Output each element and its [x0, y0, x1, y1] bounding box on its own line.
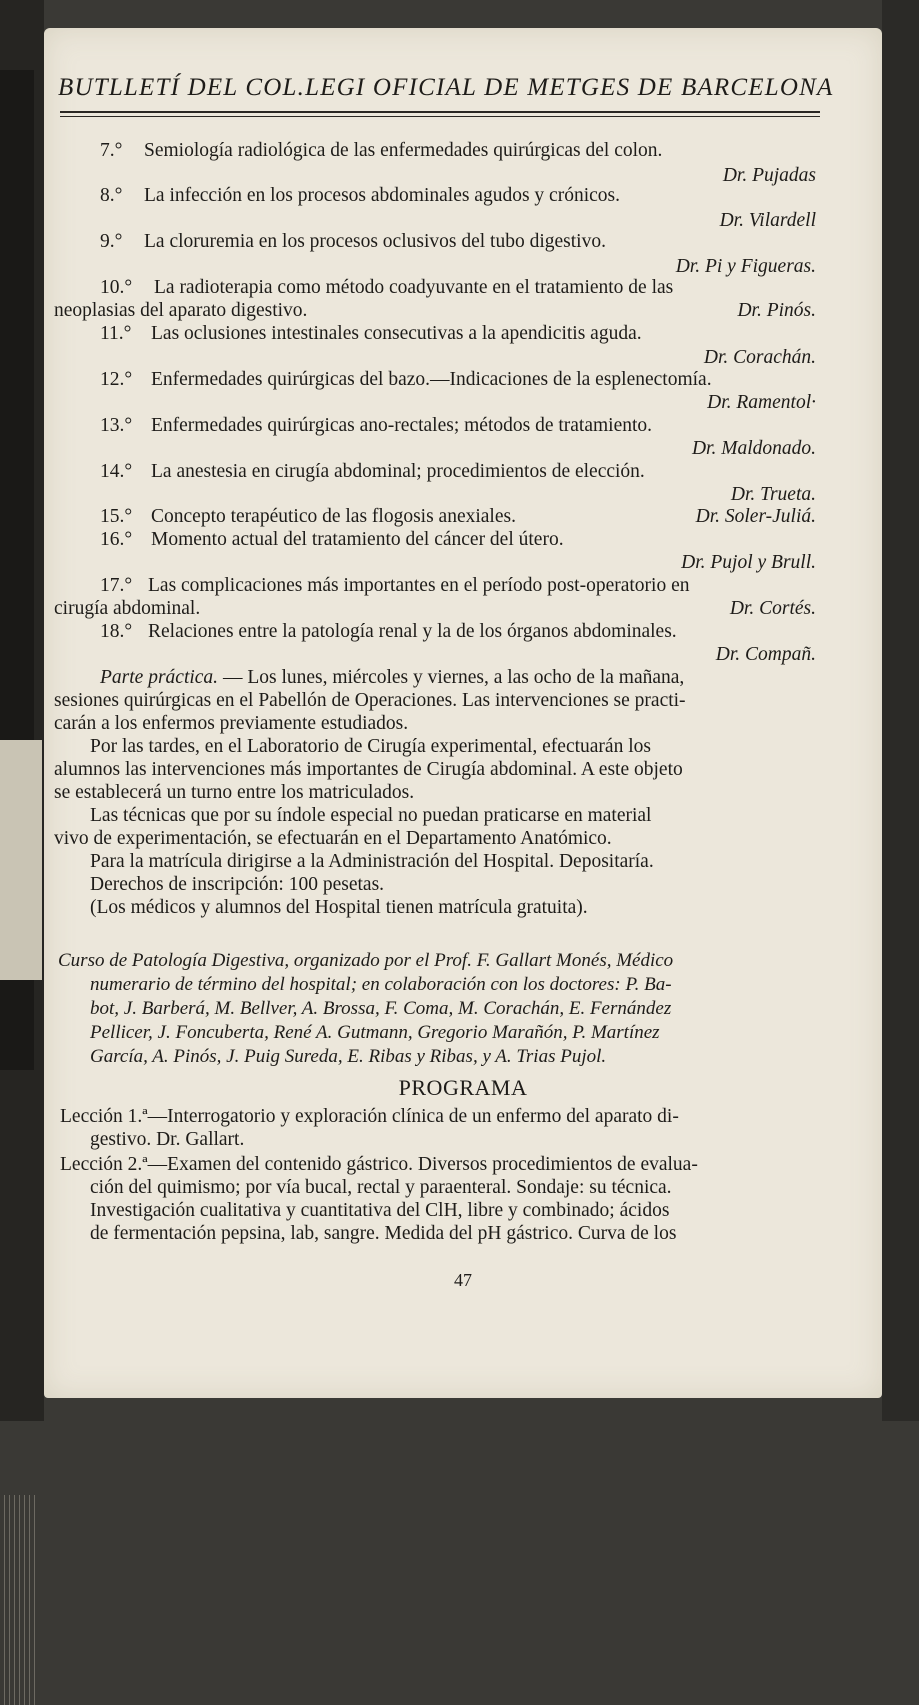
- curso-line: Pellicer, J. Foncuberta, René A. Gutmann, Gregorio Marañón, P. Martínez: [90, 1022, 660, 1043]
- topic-text: La radioterapia como método coadyuvante en el tratamiento de las: [154, 277, 674, 298]
- topic-text-continued: cirugía abdominal.: [54, 598, 201, 619]
- practica-line: alumnos las intervenciones más importantes de Cirugía abdominal. A este objeto: [54, 759, 683, 780]
- journal-header: BUTLLETÍ DEL COL.LEGI OFICIAL DE METGES DE BARCELONA: [58, 74, 834, 101]
- topic-number: 16.°: [100, 529, 133, 550]
- topic-author: Dr. Pujadas: [722, 165, 816, 186]
- topic-text: Concepto terapéutico de las flogosis anexiales.: [151, 506, 516, 527]
- leccion-line: Investigación cualitativa y cuantitativa del ClH, libre y combinado; ácidos: [90, 1200, 670, 1221]
- leccion-line: gestivo. Dr. Gallart.: [90, 1129, 245, 1150]
- topic-author: Dr. Soler-Juliá.: [695, 506, 816, 527]
- practica-label: Parte práctica.: [100, 667, 219, 688]
- document-page: [44, 28, 882, 1398]
- leccion-line: Lección 2.ª—Examen del contenido gástrico. Diversos procedimientos de evalua-: [60, 1154, 698, 1175]
- practica-line: (Los médicos y alumnos del Hospital tienen matrícula gratuita).: [90, 897, 588, 918]
- right-background: [882, 0, 919, 1421]
- practica-line: vivo de experimentación, se efectuarán en el Departamento Anatómico.: [54, 828, 612, 849]
- topic-number: 8.°: [100, 185, 123, 206]
- practica-paragraph-start: [100, 667, 684, 689]
- practica-line: Para la matrícula dirigirse a la Administración del Hospital. Depositaría.: [90, 851, 654, 872]
- topic-number: 10.°: [100, 277, 133, 298]
- topic-text: Las complicaciones más importantes en el período post-operatorio en: [148, 575, 690, 596]
- curso-line: Curso de Patología Digestiva, organizado por el Prof. F. Gallart Monés, Médico: [58, 950, 674, 971]
- topic-text: Semiología radiológica de las enfermedades quirúrgicas del colon.: [144, 140, 663, 161]
- topic-author: Dr. Trueta.: [730, 484, 816, 505]
- practica-line: carán a los enfermos previamente estudiados.: [54, 713, 409, 734]
- curso-line: García, A. Pinós, J. Puig Sureda, E. Ribas y Ribas, y A. Trias Pujol.: [90, 1046, 607, 1067]
- topic-text-continued: neoplasias del aparato digestivo.: [54, 300, 308, 321]
- topic-text: La anestesia en cirugía abdominal; procedimientos de elección.: [151, 461, 645, 482]
- topic-text: Enfermedades quirúrgicas ano-rectales; métodos de tratamiento.: [151, 415, 653, 436]
- topic-text: Momento actual del tratamiento del cáncer del útero.: [151, 529, 564, 550]
- topic-author: Dr. Compañ.: [715, 644, 816, 665]
- topic-number: 7.°: [100, 140, 123, 161]
- topic-author: Dr. Maldonado.: [691, 438, 816, 459]
- topic-text: Relaciones entre la patología renal y la de los órganos abdominales.: [148, 621, 677, 642]
- adjacent-page-edge: [0, 740, 42, 980]
- practica-line: sesiones quirúrgicas en el Pabellón de Operaciones. Las intervenciones se practi-: [54, 690, 686, 711]
- topic-number: 15.°: [100, 506, 133, 527]
- topic-author: Dr. Corachán.: [703, 347, 816, 368]
- curso-line: bot, J. Barberá, M. Bellver, A. Brossa, F. Coma, M. Corachán, E. Fernández: [90, 998, 672, 1019]
- practica-line: Derechos de inscripción: 100 pesetas.: [90, 874, 385, 895]
- topic-number: 12.°: [100, 369, 133, 390]
- topic-author: Dr. Ramentol·: [707, 392, 816, 413]
- topic-text: Las oclusiones intestinales consecutivas a la apendicitis aguda.: [151, 323, 642, 344]
- practica-line: — Los lunes, miércoles y viernes, a las ocho de la mañana,: [222, 667, 685, 688]
- topic-text: La infección en los procesos abdominales agudos y crónicos.: [144, 185, 620, 206]
- topic-author: Dr. Pi y Figueras.: [675, 256, 816, 277]
- practica-line: Las técnicas que por su índole especial no puedan praticarse en material: [90, 805, 652, 826]
- leccion-line: ción del quimismo; por vía bucal, rectal y paraenteral. Sondaje: su técnica.: [90, 1177, 672, 1198]
- page-number: 47: [454, 1270, 472, 1290]
- topic-number: 9.°: [100, 231, 123, 252]
- leccion-line: de fermentación pepsina, lab, sangre. Medida del pH gástrico. Curva de los: [90, 1223, 677, 1244]
- topic-author: Dr. Pinós.: [737, 300, 816, 321]
- leccion-line: Lección 1.ª—Interrogatorio y exploración clínica de un enfermo del aparato di-: [60, 1106, 679, 1127]
- header-rule-thin: [60, 116, 820, 117]
- programa-title: PROGRAMA: [398, 1075, 528, 1100]
- topic-number: 17.°: [100, 575, 133, 596]
- topic-number: 11.°: [100, 323, 132, 344]
- topic-number: 18.°: [100, 621, 133, 642]
- header-rule: [60, 111, 820, 113]
- topic-number: 14.°: [100, 461, 133, 482]
- topic-author: Dr. Pujol y Brull.: [681, 552, 816, 573]
- practica-line: se establecerá un turno entre los matriculados.: [54, 782, 415, 803]
- topic-text: La cloruremia en los procesos oclusivos del tubo digestivo.: [144, 231, 606, 252]
- topic-author: Dr. Cortés.: [729, 598, 816, 619]
- curso-line: numerario de término del hospital; en colaboración con los doctores: P. Ba-: [90, 974, 672, 995]
- practica-line: Por las tardes, en el Laboratorio de Cirugía experimental, efectuarán los: [90, 736, 651, 757]
- topic-author: Dr. Vilardell: [719, 210, 816, 231]
- topic-number: 13.°: [100, 415, 133, 436]
- topic-text: Enfermedades quirúrgicas del bazo.—Indicaciones de la esplenectomía.: [151, 369, 712, 390]
